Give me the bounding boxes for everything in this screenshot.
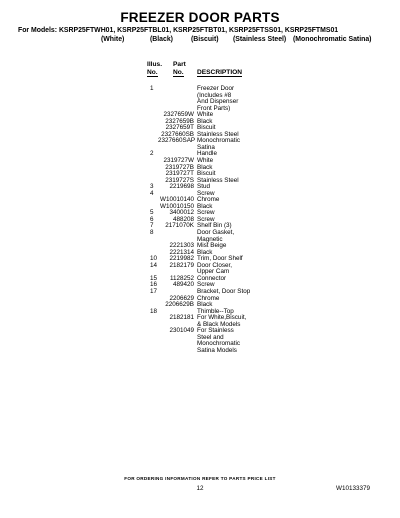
finish-white: (White) [101,36,125,43]
part-description: Screw [197,209,215,217]
part-number: 2327659T [165,124,194,132]
part-description: Satina [197,143,215,151]
illus-number: 17 [150,287,158,295]
part-description: Shelf Bin (3) [197,222,232,230]
illus-number: 6 [150,215,154,223]
part-number: 2319727S [165,176,194,184]
part-description: Freezer Door [197,85,235,92]
part-description: Trim, Door Shelf [197,255,243,263]
part-number: 2327659W [163,111,194,119]
part-number: 2206629 [169,294,194,302]
part-description: Chrome [197,196,220,204]
part-description: (Includes #8 [197,91,232,99]
finish-stainless: (Stainless Steel) [233,36,287,43]
illus-number: 4 [150,189,154,197]
part-description: Steel and [197,333,224,341]
illus-no-header: Illus. No. [147,61,163,76]
parts-row [0,348,400,355]
illus-number: 1 [150,85,154,92]
part-description: Black [197,163,213,171]
part-number: 2319727T [165,170,194,178]
illus-number: 16 [150,281,158,289]
part-number: 2327659B [165,117,194,125]
part-number: 2219982 [169,255,194,263]
parts-list [0,86,400,354]
page-title: FREEZER DOOR PARTS [120,10,280,25]
part-description: Black [197,248,213,256]
finish-satina: (Monochromatic Satina) [293,36,372,43]
illus-number: 8 [150,229,154,237]
part-description: Monochromatic [197,137,241,145]
part-description: Door Closer, [197,261,232,269]
part-description: Stainless Steel [197,176,239,184]
part-description: Black [197,117,213,125]
part-description: Biscuit [197,124,216,132]
illus-number: 10 [150,255,158,263]
part-number: 2221314 [169,248,194,256]
part-description: White [197,157,214,165]
part-number: 2319727B [165,163,194,171]
part-number: 2219698 [169,183,194,191]
part-number: 2182181 [169,314,194,322]
part-number: 2327660SAP [158,137,196,145]
part-number: 2171070K [165,222,194,230]
part-description: And Dispenser [197,98,239,106]
part-number: W10010150 [160,202,194,210]
part-description: Biscuit [197,170,216,178]
part-number: 2301049 [169,327,194,335]
description-header: DESCRIPTION [197,69,243,76]
illus-number: 5 [150,209,154,217]
part-description: Thimble--Top [197,307,234,315]
part-number: 489420 [172,281,194,289]
part-description: Monochromatic [197,340,241,348]
part-description: Screw [197,281,215,289]
part-description: Satina Models [197,346,237,354]
part-number: 2327660SB [161,130,194,138]
ordering-note: FOR ORDERING INFORMATION REFER TO PARTS PRICE LIST [124,476,276,481]
part-description: Handle [197,150,217,158]
part-description: Mist Beige [197,242,227,250]
illus-number: 15 [150,274,158,282]
illus-number: 18 [150,307,158,315]
model-list: For Models: KSRP25FTWH01, KSRP25FTBL01, KSRP25FTBT01, KSRP25FTSS01, KSRP25FTMS01 [18,27,339,34]
part-description: Bracket, Door Stop [197,287,251,295]
part-no-header: Part No. [173,61,186,76]
part-number: 2206629B [165,301,194,309]
part-number: 3400012 [169,209,194,217]
illus-number: 14 [150,261,158,269]
part-description: For Stainless [197,327,234,335]
part-description: Upper Cam [197,268,230,276]
finish-biscuit: (Biscuit) [191,36,219,43]
part-description: Chrome [197,294,220,302]
part-number: 488208 [172,215,194,223]
part-description: Door Gasket, [197,229,235,237]
part-number: 2319727W [163,157,194,165]
illus-number: 2 [150,150,154,158]
part-description: Screw [197,189,215,197]
part-description: White [197,111,214,119]
part-description: Stud [197,183,210,191]
part-description: For White,Biscuit, [197,314,247,322]
part-description: Stainless Steel [197,130,239,138]
page-number: 12 [196,485,204,492]
part-number: 2182179 [169,261,194,269]
part-description: Front Parts) [197,104,231,112]
finish-black: (Black) [150,36,173,43]
illus-number: 3 [150,183,154,191]
part-description: Screw [197,215,215,223]
part-number: 2221303 [169,242,194,250]
document-number: W10133379 [336,485,370,492]
part-number: W10010140 [160,196,194,204]
part-description: & Black Models [197,320,241,328]
part-description: Black [197,301,213,309]
part-number: 1128252 [169,274,194,282]
illus-number: 7 [150,222,154,230]
part-description: Black [197,202,213,210]
part-description: Connector [197,274,227,282]
part-description: Magnetic [197,235,223,243]
